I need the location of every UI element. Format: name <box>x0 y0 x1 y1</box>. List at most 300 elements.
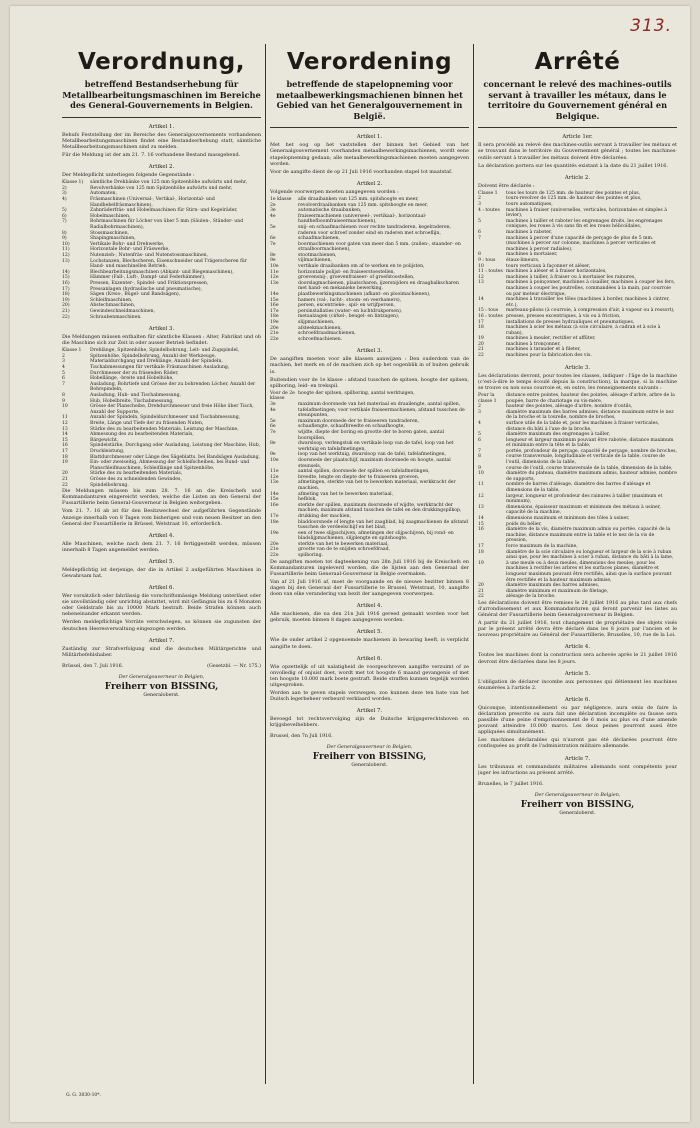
class-list-item <box>270 242 469 253</box>
article-paragraph: L'obligation de déclarer incombe aux personnes qui détiennent les machines énumérées à l'article 2. <box>478 678 677 691</box>
article-paragraph: Worden aan te geven stapels verzwegen, zoo kunnen deze ten bate van het Duitsch legerbeheer verbeurd verklaard worden. <box>270 689 469 703</box>
article-paragraph: Doivent être déclarés : <box>478 182 535 189</box>
article-heading: Artikel 5. <box>148 558 175 565</box>
class-number: 12e <box>270 474 279 480</box>
class-number: Klasse 1) <box>62 180 84 186</box>
class-description: course de l'outil, course transversale de la table, dimension de la table, <box>506 465 673 471</box>
class-description: machines à tailler, à fraiser ou à mortaiser les rainures, <box>506 274 636 280</box>
class-description: Druckleistung, <box>90 448 125 454</box>
class-description: Abstechmaschinen, <box>90 303 136 309</box>
class-number: 22) <box>62 314 70 320</box>
article-heading: Artikel 7. <box>356 708 383 715</box>
signature-block <box>62 664 261 698</box>
class-description: vertikale draaibanken om af te werken en te polijsten, <box>298 264 425 270</box>
class-description: bladdoorsnede of lengte van het zaagblad, bij zaagmachienen de afstand tusschen de verdeelschijf en het blad, <box>298 519 468 531</box>
class-description: machines pour la fabrication des vis. <box>506 353 592 359</box>
column-french <box>478 44 677 1094</box>
class-number: 8 <box>478 252 481 258</box>
class-description: longueur et largeur maximum pouvant être rabotée, distance maximum et minimum entre la tête et la table, <box>506 437 674 449</box>
class-number: 18) <box>62 292 70 298</box>
class-list-item <box>478 482 677 493</box>
article-heading: Article 3. <box>564 364 591 371</box>
class-number: 21 <box>62 476 68 482</box>
class-number: 15 <box>478 521 484 527</box>
class-list-item <box>62 315 261 321</box>
class-number: 10) <box>62 241 70 247</box>
class-description: een of twee slijpschijven, afmetingen der slijpschijven, bij rond- en bladslijpmachienen, slijplengte en spitshoogte, <box>298 530 454 542</box>
class-description: doorslagmachienen, plaatscharen, ijzersnijders en draagbalkscharen met hand- en mekanieke bewerking, <box>298 280 459 292</box>
class-description: spilboring. <box>298 553 323 559</box>
class-number: 1e klasse <box>270 196 292 202</box>
class-description: schaaflengte, schaafbreedte en schaafhoogte, <box>298 424 405 430</box>
class-list <box>478 393 677 600</box>
class-number: 9 <box>62 398 65 404</box>
class-number: 7 <box>62 381 65 387</box>
article-paragraph: Werden meldepflichtige Vorräte verschwiegen, so können sie zugunsten der deutschen Heeresverwaltung eingezogen werden. <box>62 619 261 632</box>
column-divider <box>473 44 474 1084</box>
column-title: Verordnung, <box>78 49 245 75</box>
class-number: 21e <box>270 331 279 337</box>
class-description: Hobellänge, -breite und Hobelhöhe, <box>90 376 174 382</box>
class-number: 17 <box>478 543 484 549</box>
class-description: portée, profondeur de perçage, capacité de perçage, nombre de broches, <box>506 448 677 454</box>
class-description: Fräsmaschinen (Universal-, Vertikal-, Horizontal- und Handhebelfräsmaschinen), <box>90 197 215 208</box>
class-number: 15) <box>62 275 70 281</box>
class-number: 14 <box>62 432 68 438</box>
article-paragraph: Voor de aangifte dient de op 21 Juli 1916 voorhanden stapel tot maatstaf. <box>270 168 453 175</box>
class-description: persinstallaties (water- en luchtdrukpersen), <box>298 308 403 314</box>
column-subtitle: betreffende de stapelopneming voor metaalbewerkingsmachienen binnen het Gebied van het Generalgouvernement in België. <box>276 79 463 121</box>
class-description: Vertikale Bohr- und Drehwerke, <box>90 241 165 247</box>
class-number: 2 <box>478 404 481 410</box>
class-number: 13 <box>62 426 68 432</box>
class-number: 5 <box>62 370 65 376</box>
class-description: maximum doorsnede van het materiaal en draailengte, aantal spillen, <box>298 402 461 408</box>
class-list-item <box>62 197 261 208</box>
class-description: Schleifmaschinen, <box>90 297 133 303</box>
signature-block <box>270 734 469 768</box>
class-number: 16 <box>62 443 68 449</box>
class-list-item <box>478 393 677 404</box>
class-description: Tischabmessungen für vertikale Fräsmaschinen Ausladung, <box>90 365 230 371</box>
class-list-item <box>270 281 469 292</box>
class-description: diamètre maximum des barres admises, <box>506 583 600 589</box>
class-number: 8e <box>270 252 276 258</box>
article-heading: Article 1er. <box>562 134 593 141</box>
class-number: 16e <box>270 303 279 309</box>
class-number: 21) <box>62 308 70 314</box>
title-rule <box>478 127 677 128</box>
class-description: persen, excentrieke-, spil- en wrijfpersen, <box>298 303 396 309</box>
class-description: Bärgewicht, <box>90 437 119 443</box>
class-description: revolverdraaibanken van 125 mm. spitshoogte en meer, <box>298 202 429 208</box>
class-number: 4e <box>270 407 276 413</box>
class-number: 8 <box>62 393 65 399</box>
class-number: 9e <box>270 452 276 458</box>
class-number: 18e <box>270 519 279 525</box>
class-list-item <box>478 280 677 297</box>
article-paragraph: Wie de onder artikel 2 opgenoemde machienen in bewaring heeft, is verplicht aangifte te doen. <box>270 637 469 650</box>
class-number: 17) <box>62 286 70 292</box>
class-number: 6e <box>270 236 276 242</box>
class-number: 8) <box>62 230 67 236</box>
class-description: Ausladung, Hub- und Tischabmessung, <box>90 393 182 399</box>
class-number: 14 <box>478 516 484 521</box>
class-description: hoogte der spitsen, spilboring, aantal werktuigen, <box>298 390 415 396</box>
class-description: Hub, Hobelbreite, Tischabmessung, <box>90 398 174 404</box>
class-list-item <box>478 410 677 421</box>
columns-container <box>62 44 678 1094</box>
class-number: 6 <box>62 376 65 382</box>
class-description: breedte, lengte en diepte der te fraiseeren groeven, <box>298 474 420 480</box>
class-number: 14e <box>270 292 279 298</box>
article-heading: Artikel 3. <box>148 326 175 333</box>
class-number: 20 <box>478 583 484 589</box>
article-paragraph: Volgende voorwerpen moeten aangegeven worden : <box>270 188 399 195</box>
article-paragraph: De aangiften moeten tot dagteekening van 28n Juli 1916 bij de Kreischefs en Kommandanturen ingeleverd worden, die de lijsten aan den Generaal der Fussartillerie beim Generaal-Gouverneur in Belgie overmaken. <box>270 558 469 577</box>
class-number: 11e <box>270 469 279 475</box>
class-description: machines à tronçonner, <box>506 341 561 347</box>
class-number: 7 <box>478 448 481 454</box>
article-paragraph: De aangiften moeten voor alle klassen aanwijzen : Den ouderdom van de machien, het merk en of de machien zich op het oogenblik in of buiten gebruik is. <box>270 356 469 375</box>
class-description: Pressanlagen (hydraulische und pneumatische), <box>90 286 203 292</box>
class-description: aantal spillen, doorsnede der spillen en tafelafmetingen, <box>298 469 430 475</box>
class-number: 10 <box>478 263 484 269</box>
place-date: Brussel, den 7n Juli 1916. <box>270 734 333 740</box>
class-number: 16e <box>270 502 279 508</box>
class-description: Zahnräderfräs- und Hobelmaschinen für Stirn- und Kegelräder, <box>90 208 238 214</box>
class-number: 12 <box>478 493 484 499</box>
class-list <box>270 197 469 342</box>
class-number: 13 <box>478 280 484 286</box>
class-number: 11 : toutes <box>478 269 503 275</box>
class-description: Hobelmaschinen, <box>90 213 131 219</box>
class-number: 22e <box>270 336 279 342</box>
class-number: 12 <box>62 421 68 426</box>
class-number: 2 <box>478 196 481 202</box>
class-list <box>270 391 469 559</box>
class-number: 14e <box>270 491 279 497</box>
class-description: Lochstanzen, Blechscheren, Eisenschneider und Trägerscheren für Hand- und maschinellen Betrieb, <box>90 258 247 270</box>
class-list-item <box>270 408 469 419</box>
class-number: 11 <box>478 482 484 488</box>
class-list-item <box>270 214 469 225</box>
class-list-item <box>270 441 469 452</box>
article-paragraph: Quiconque, intentionnellement ou par négligence, aura omis de faire la déclaration prescrite ou aura fait une déclaration incomplète ou fausse sera passible d'une peine d'emprisonnement de 6 mois au plus ou d'une amende pouvant atteindre 10.000 marcs. Les deux peines pourront aussi être appliquées simultanément. <box>478 704 677 736</box>
class-number: 4 : toutes <box>478 207 500 213</box>
class-description: Anzahl der Spindeln, Spindeldurchmesser und Tischabmessung, <box>90 415 241 421</box>
class-description: course transversale, longitudinale et verticale de la table, course de l'outil, dimensions de la table, <box>506 454 665 466</box>
article-paragraph: Wie opzettelijk of uit nalatigheid de voorgeschreven aangifte verzuimt of ze onvolledig of onjuist doet, wordt met tot hoogste 6 maand gevangenis of met ten hoogste 10.000 mark boete gestraft. Beide straffen kunnen tegelijk worden uitgesproken. <box>270 663 469 688</box>
class-list-item <box>478 421 677 432</box>
class-number: 12) <box>62 252 70 258</box>
class-description: drukking der machien, <box>298 513 352 519</box>
class-description: loop van het werktuig, dwarsloop van de tafel, tafelafmetingen, <box>298 452 447 458</box>
class-description: machines à poinçonner, machines à cisailler, machines à couper les fers, machines à couper les poutrelles, commandées à la main, par courroie ou par moteur électrique, <box>506 280 676 297</box>
class-description: Ein- oder zweiseitig, Abmessung der Schleifscheiben, bei Rund- und Planschleifmaschinen, Schleiflänge und Spitzenhöhe, <box>90 460 250 471</box>
article-paragraph: Für die Meldung ist der am 21. 7. 16 vorhandene Bestand massgebend. <box>62 152 241 159</box>
article-heading: Article 6. <box>564 696 591 703</box>
class-list-item <box>478 438 677 449</box>
class-number: 5e <box>270 418 276 424</box>
class-description: diamètre de la scie circulaire ou longueur et largeur de la scie à ruban ainsi que, pour les machines à scier à ruban, distance du bâti à la lame, <box>506 549 674 561</box>
class-description: diamètre maximum des barres admises, distance maximum entre le nez de la broche et la tourelle, nombre de broches, <box>506 409 674 421</box>
class-list-item <box>478 208 677 219</box>
class-description: Hämmer (Fall-, Luft-, Dampf- und Federhämmer), <box>90 275 206 281</box>
article-paragraph: Alle Maschinen, welche nach dem 21. 7. 16 fertiggestellt werden, müssen innerhalb 8 Tagen angemeldet werden. <box>62 540 261 553</box>
signatory-name: Freiherr von BISSING, <box>520 799 635 810</box>
class-description: Automaten, <box>90 191 117 197</box>
class-description: boormachienen voor gaten van meer dan 5 mm. (zuilen-, staander- en straalboormachienen), <box>298 241 461 253</box>
class-number: 15 : tous <box>478 308 499 314</box>
column-divider <box>265 44 266 1084</box>
class-description: grootte van de te snijden schroefdraad, <box>298 547 391 553</box>
article-heading: Artikel 7. <box>148 637 175 644</box>
class-number: 4 <box>62 365 65 371</box>
signature-block <box>478 782 677 816</box>
class-description: machines à fraiser (universelles, verticales, horizontales et simples à levier), <box>506 207 667 219</box>
class-number: 3) <box>62 191 67 197</box>
class-number: 5) <box>62 208 67 214</box>
class-description: Schraubenmaschinen. <box>90 314 142 320</box>
class-description: automatische draaibanken, <box>298 208 362 214</box>
class-description: dimensions maximum et minimum des tôles à usiner, <box>506 516 630 521</box>
class-description: schroefmachienen. <box>298 336 343 342</box>
article-heading: Artikel 3. <box>356 348 383 355</box>
article-paragraph: Wer vorsätzlich oder fahrlässig die vorschriftsmässige Meldung unterlässt oder sie unvollständig oder unrichtig abstattet, wird mit Gefängnis bis zu 6 Monaten oder Geldstrafe bis zu 10000 Mark bestraft. Beide Strafen können auch nebeneinander erkannt werden. <box>62 593 261 618</box>
class-number: 18 <box>478 549 484 555</box>
class-description: machines à tailler et raboter les engrenages droits, les engrenages coniques, les roues à vis sans fin et les roues hélicoïdales, <box>506 218 663 230</box>
class-list-item <box>62 259 261 270</box>
article-heading: Article 4. <box>564 644 591 651</box>
article-heading: Article 7. <box>564 755 591 762</box>
class-description: étaux-limeurs, <box>506 257 540 263</box>
class-description: hamers (val-, lucht-, stoom- en veerhamers), <box>298 297 402 303</box>
class-number: 16 <box>478 527 484 533</box>
title-rule <box>270 127 469 128</box>
class-number: 8e <box>270 441 276 447</box>
class-number: 5 <box>478 432 481 438</box>
class-number: 10e <box>270 457 279 463</box>
class-description: afmetingen, sterkte van het te bewerken materiaal, werkkracht der machien, <box>298 480 456 491</box>
class-description: Horizontale Bohr- und Fräswerke, <box>90 247 170 253</box>
column-subtitle: concernant le relevé des machines-outils servant à travailler les métaux, dans le territoire du Gouvernement général en Belgique. <box>483 79 672 121</box>
class-number: 12 <box>478 274 484 280</box>
class-description: Stossmaschinen, <box>90 230 130 236</box>
signatory-role: Der Generalgouverneur in Belgien, <box>534 792 621 798</box>
class-description: diamètre maximum des engrenages à tailler, <box>506 432 610 438</box>
class-description: stootmachienen, <box>298 252 337 258</box>
class-number: Klasse 1 <box>62 348 82 354</box>
class-description: Spindelstärke, Durchgang oder Ausladung, Leistung der Maschine, Hub, <box>90 443 261 449</box>
article-paragraph: Les déclarations doivent être remises le 28 juillet 1916 au plus tard aux chefs d'arrondissement et aux Kommandanturen qui feront parvenir les listes au Général der Fussartillerie beim Generalgouverneur in Belgien. <box>478 599 677 619</box>
class-list-item <box>478 353 677 359</box>
class-description: schroefdraadmachienen, <box>298 331 356 337</box>
class-number: 20 <box>62 471 68 477</box>
signatory-rank: Generaloberst. <box>559 810 596 816</box>
class-number: 17e <box>270 308 279 314</box>
class-list-item <box>270 458 469 469</box>
class-number: 22 <box>478 594 484 600</box>
signatory-role: Der Generalgouverneur in Belgien, <box>118 674 205 680</box>
class-number: 3e <box>270 208 276 214</box>
class-description: installations de presses hydrauliques et pneumatiques, <box>506 319 635 325</box>
class-number: 10 <box>478 471 484 477</box>
class-list-item <box>478 219 677 230</box>
article-paragraph: Vom 21. 7. 16 ab ist für den Besitzwechsel der aufgeführten Gegenstände Anzeige innerhalb von 8 Tagen vom bisherigen und vom neuen Besitzer an den General der Fussartillerie in Brüssel, Wetstraat 10, erforderlich. <box>62 508 261 527</box>
class-number: 22 <box>478 353 484 359</box>
class-description: fraisеermachienen (universeel-, vertikaal-, horizontaal- handhefboomfraisеermachienen), <box>298 213 427 225</box>
class-number: 22e <box>270 553 279 559</box>
class-number: 2e <box>270 202 276 208</box>
article-heading: Article 5. <box>564 670 591 677</box>
class-number: 7 <box>478 235 481 241</box>
class-list-item <box>62 404 261 415</box>
class-description: Abmessung des zu bearbeitenden Materials, <box>90 432 194 438</box>
class-number: 3 <box>478 409 481 415</box>
class-description: sterkte van het te bewerken materiaal, <box>298 541 389 547</box>
class-list-item <box>478 454 677 465</box>
class-number: 15 <box>62 437 68 443</box>
class-number: 16) <box>62 280 70 286</box>
signatory-name: Freiherr von BISSING, <box>312 752 427 763</box>
class-number: 9) <box>62 236 67 242</box>
article-paragraph: Meldepflichtig ist derjenige, der die in Artikel 2 aufgeführten Maschinen in Gewahrsam hat. <box>62 566 261 579</box>
class-list-item <box>270 503 469 514</box>
class-number: 4 <box>478 420 481 426</box>
class-number: 21e <box>270 547 279 553</box>
article-heading: Artikel 2. <box>148 164 175 171</box>
class-number: 2 <box>62 353 65 359</box>
class-description: tours automatiques, <box>506 202 553 208</box>
class-description: Spitzenhöhe, Spindelbohrung, Anzahl der Werkzeuge, <box>90 353 217 359</box>
article-heading: Artikel 1. <box>356 134 383 141</box>
class-description: maximum doorsnede der te fraiseeren tandraderen, <box>298 418 420 424</box>
class-description: tours verticaux à façonner et aléser, <box>506 263 591 269</box>
class-description: poids du bélier, <box>506 521 542 527</box>
class-description: Nutenzieh-, Nutenfräs- und Nutenstossmaschinen, <box>90 252 209 258</box>
article-paragraph: La déclaration portera sur les quantités existant à la date du 21 juillet 1916. <box>478 162 668 169</box>
class-number: 3 <box>62 359 65 365</box>
class-description: hefblok, <box>298 497 317 503</box>
class-description: machines à tarauder et à fileter, <box>506 347 581 353</box>
class-number: 17 <box>478 319 484 325</box>
class-number: 13 <box>478 504 484 510</box>
class-description: nombre de barres d'alésage, diamètre des barres d'alésage et dimensions de la table, <box>506 482 651 494</box>
class-description: Ausladung, Bohrtiefe und Grösse der zu bohrenden Löcher, Anzahl der Bohrspindeln, <box>90 381 256 393</box>
gazette-reference: (Gesetzbl. — Nr. 175.) <box>207 663 261 669</box>
class-description: Stärke des zu bearbeitenden Materials, <box>90 471 183 477</box>
class-number: 19 <box>478 560 484 566</box>
class-number: 13e <box>270 280 279 286</box>
class-number: 11e <box>270 269 279 275</box>
class-description: à une meule ou à deux meules, dimensions des meules; pour les machines à rectifier les arbres et les surfaces planes, diamètre et longueur maximum pouvant être rectifiés, ainsi que la surface pouvant être rectifiée et la hauteur maximum admise, <box>506 560 672 583</box>
class-number: 6 <box>478 437 481 443</box>
class-list-item <box>62 460 261 471</box>
class-description: sämtliche Drehbänke von 125 mm Spitzenhöhe aufwärts und mehr, <box>90 180 248 186</box>
poster-sheet <box>10 6 690 1122</box>
class-number: 4e <box>270 213 276 219</box>
article-paragraph: Alle machienen, die na den 21n Juli 1916 gereed gemaakt worden voor het gebruik, moeten binnen 8 dagen aangegeven worden. <box>270 611 469 624</box>
class-list-item <box>478 297 677 308</box>
class-description: alle draaibanken van 125 mm. spitshoogte en meer, <box>298 196 419 202</box>
class-number: 18e <box>270 314 279 320</box>
class-description: Bohrmaschinen für Löcher von über 5 mm (Säulen-, Ständer- und Radialbohrmaschinen), <box>90 219 244 230</box>
article-paragraph: Die Meldungen müssen bis zum 28. 7. 16 an die Kreischefs und Kommandanturen eingereicht werden, welche die Listen an den General der Fussartillerie beim General-Gouverneur in Belgien weitergeben. <box>62 488 261 507</box>
class-list-item <box>478 471 677 482</box>
class-number: 14) <box>62 269 70 275</box>
class-description: tafelafmetingen; voor vertikale fraiseermachienen, afstand tusschen de steunpunten, <box>298 407 465 419</box>
class-description: force maximum de la machine, <box>506 543 578 549</box>
class-number: 3 <box>478 202 481 208</box>
article-heading: Artikel 4. <box>356 603 383 610</box>
class-number: 14 <box>478 297 484 303</box>
class-number: 20e <box>270 325 279 331</box>
print-reference: G. G. 3030-10*. <box>66 1093 101 1098</box>
class-number: 20e <box>270 541 279 547</box>
class-list <box>478 191 677 359</box>
class-description: Pressen, Exzenter-, Spindel- und Friktionspressen, <box>90 280 209 286</box>
class-number: 8 <box>478 454 481 460</box>
class-number: 7) <box>62 219 67 225</box>
class-description: machines à raboter, <box>506 230 553 235</box>
class-description: diamètre minimum et maximum de filetage, <box>506 588 609 594</box>
article-paragraph: Buitendien voor de 1e klasse : afstand tusschen de spitsen, hoogte der spitsen, spilboring, leid- en trekspil. <box>270 376 469 389</box>
class-description: distance entre pointes, hauteur des pointes, alésage d'arbre, arbre de la poupée, barre de chariotage ou vis-mère, <box>506 392 675 404</box>
article-heading: Artikel 6. <box>356 655 383 662</box>
class-number: 15e <box>270 297 279 303</box>
class-number: 17e <box>270 513 279 519</box>
title-rule <box>62 117 261 118</box>
class-description: diamètre de la vis, diamètre maximum admis ou portée, capacité de la machine, distance maximum entre la table et le nez de la vis de pression, <box>506 527 671 544</box>
class-description: machines à travailler les tôles (machines à border, machines à cintrer, etc.), <box>506 297 670 308</box>
class-description: machines à mortaiser, <box>506 252 558 258</box>
class-number: 6) <box>62 213 67 219</box>
class-number: 20 <box>478 341 484 347</box>
class-number: 6 <box>478 230 481 235</box>
class-description: horizontale polijst- en fraiseerstoestellen, <box>298 269 395 275</box>
class-number: Voor de 2e klasse <box>270 390 295 402</box>
class-number: 11 <box>62 415 68 421</box>
article-heading: Article 2. <box>564 174 591 181</box>
class-list-item <box>62 382 261 393</box>
article-heading: Artikel 4. <box>148 532 175 539</box>
column-subtitle: betreffend Bestandserhebung für Metallbearbeitungsmaschinen im Bereiche des General-Gouvernements in Belgien. <box>62 79 261 111</box>
class-number: 20) <box>62 303 70 309</box>
class-list-item <box>478 527 677 544</box>
class-description: doorsnede der plaatschijf, maximum doorsnede en hoogte, aantal steunsels, <box>298 457 451 469</box>
class-number: 10 <box>62 404 68 410</box>
signatory-name: Freiherr von BISSING, <box>104 681 219 692</box>
class-description: Shapingmaschinen, <box>90 236 136 242</box>
class-number: 17 <box>62 448 68 454</box>
class-description: vijlmachienen, <box>298 258 332 264</box>
class-number: 21 <box>478 588 484 594</box>
article-heading: Artikel 5. <box>356 629 383 636</box>
class-number: 19 <box>478 336 484 342</box>
class-list <box>62 180 261 320</box>
column-title: Arrêté <box>534 49 621 75</box>
class-list-item <box>270 480 469 491</box>
class-description: surface utile de la table et, pour les machines à fraiser verticales, distance du bâti à l'axe de la broche, <box>506 420 660 432</box>
class-number: 9 : tous <box>478 257 496 263</box>
class-list-item <box>478 494 677 505</box>
class-description: dimensions, épaisseur maximum et minimum des métaux à usiner, capacité de la machine, <box>506 504 661 516</box>
class-number: 10e <box>270 264 279 270</box>
class-list-item <box>478 505 677 516</box>
class-description: diamètre du plateau, diamètre maximum admis, hauteur admise, nombre de supports, <box>506 471 677 482</box>
signatory-rank: Generaloberst. <box>351 763 388 769</box>
